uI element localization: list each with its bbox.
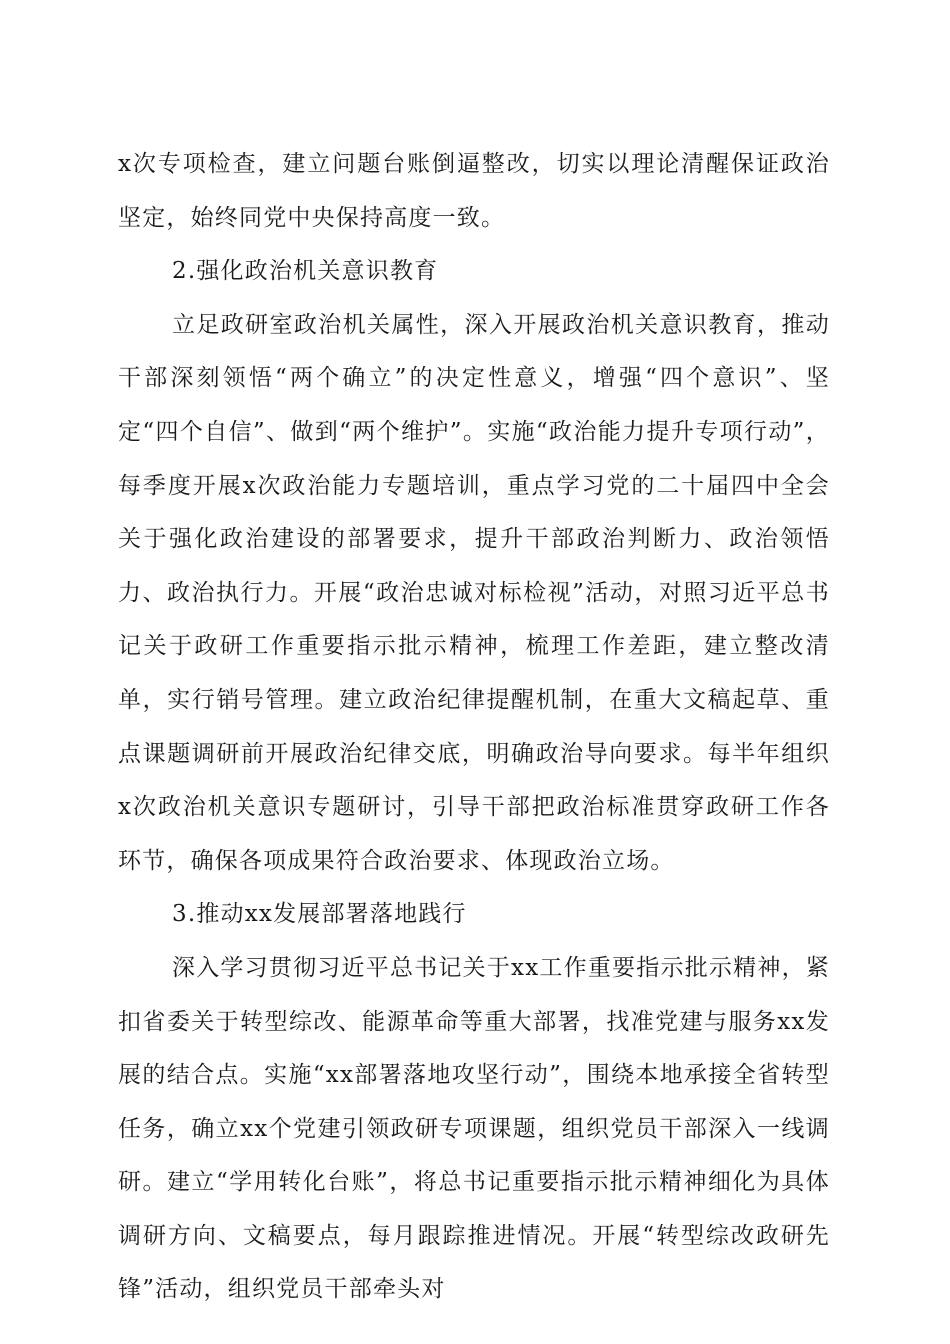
document-body [118, 138, 830, 1317]
section-heading-2: 2.强化政治机关意识教育 [172, 258, 439, 285]
section-heading-3: 3.推动xx发展部署落地践行 [172, 901, 467, 928]
paragraph-continuation: x次专项检查，建立问题台账倒逼整改，切实以理论清醒保证政治坚定，始终同党中央保持高度一致。 [118, 151, 830, 231]
paragraph-political-awareness: 立足政研室政治机关属性，深入开展政治机关意识教育，推动干部深刻领悟“两个确立”的决定性意义，增强“四个意识”、坚定“四个自信”、做到“两个维护”。实施“政治能力提升专项行动”，每季度开展x次政治能力专题培训，重点学习党的二十届四中全会关于强化政治建设的部署要求，提升干部政治判断力、政治领悟力、政治执行力。开展“政治忠诚对标检视”活动，对照习近平总书记关于政研工作重要指示批示精神，梳理工作差距，建立整改清单，实行销号管理。建立政治纪律提醒机制，在重大文稿起草、重点课题调研前开展政治纪律交底，明确政治导向要求。每半年组织x次政治机关意识专题研讨，引导干部把政治标准贯穿政研工作各环节，确保各项成果符合政治要求、体现政治立场。 [118, 311, 830, 874]
paragraph-deployment: 深入学习贯彻习近平总书记关于xx工作重要指示批示精神，紧扣省委关于转型综改、能源革命等重大部署，找准党建与服务xx发展的结合点。实施“xx部署落地攻坚行动”，围绕本地承接全省转型任务，确立xx个党建引领政研专项课题，组织党员干部深入一线调研。建立“学用转化台账”，将总书记重要指示批示精神细化为具体调研方向、文稿要点，每月跟踪推进情况。开展“转型综改政研先锋”活动，组织党员干部牵头对 [118, 954, 830, 1303]
